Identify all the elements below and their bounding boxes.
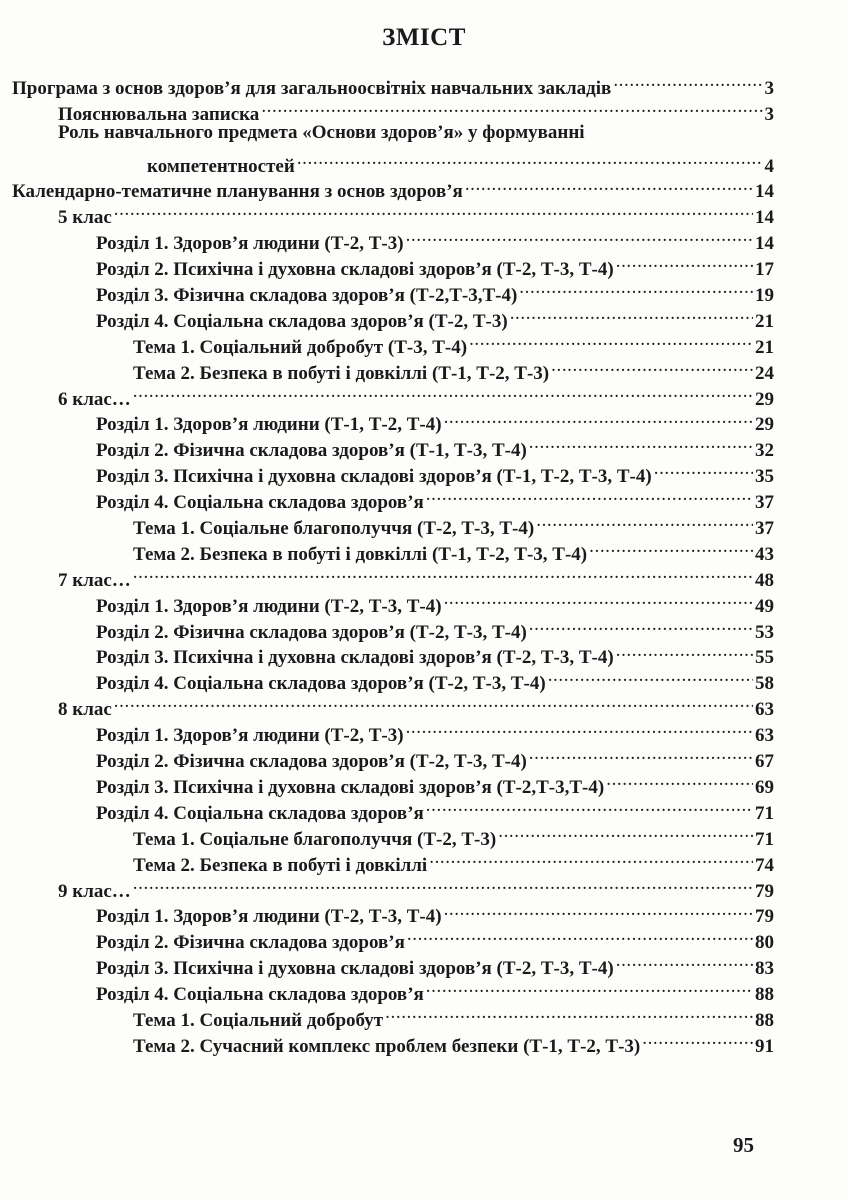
toc-entry-title: компетентностей bbox=[147, 155, 295, 177]
toc-dot-leader bbox=[616, 638, 753, 664]
toc-dot-leader bbox=[529, 430, 753, 456]
toc-dot-leader bbox=[429, 845, 753, 871]
toc-entry-page: 91 bbox=[755, 1035, 774, 1057]
toc-entry-page: 63 bbox=[755, 725, 774, 747]
toc-dot-leader bbox=[407, 922, 753, 948]
toc-entry-title: Тема 1. Соціальне благополуччя (Т-2, Т-3) bbox=[133, 828, 497, 850]
toc-entry-page: 67 bbox=[755, 751, 774, 773]
toc-entry-page: 3 bbox=[764, 77, 774, 99]
toc-entry-page: 63 bbox=[755, 699, 774, 721]
toc-entry-title: Роль навчального предмета «Основи здоров’я» у формуванні bbox=[58, 121, 585, 143]
toc-dot-leader bbox=[426, 974, 753, 1000]
toc-entry-page: 48 bbox=[755, 569, 774, 591]
toc-entry bbox=[12, 379, 774, 410]
toc-entry-page: 37 bbox=[755, 518, 774, 540]
toc-entry-title: Розділ 1. Здоров’я людини (Т-2, Т-3) bbox=[96, 725, 404, 747]
toc-entry-page: 21 bbox=[755, 336, 774, 358]
toc-entry-title: Тема 2. Сучасний комплекс проблем безпеки (Т-1, Т-2, Т-3) bbox=[133, 1035, 641, 1057]
toc-entry-title: Розділ 3. Психічна і духовна складові здоров’я (Т-2, Т-3, Т-4) bbox=[96, 958, 614, 980]
toc-title: ЗМІСТ bbox=[382, 24, 466, 51]
toc-dot-leader bbox=[529, 612, 753, 638]
toc-entry bbox=[12, 68, 774, 99]
toc-dot-leader bbox=[606, 767, 753, 793]
toc-entry-title: Розділ 2. Фізична складова здоров’я (Т-2, Т-3, Т-4) bbox=[96, 621, 527, 643]
toc-entry bbox=[12, 1026, 774, 1057]
toc-entry-page: 24 bbox=[755, 362, 774, 384]
toc-entry bbox=[12, 172, 774, 203]
toc-entry-title: Розділ 4. Соціальна складова здоров’я bbox=[96, 802, 424, 824]
toc-entry-page: 71 bbox=[755, 828, 774, 850]
toc-dot-leader bbox=[551, 353, 753, 379]
toc-dot-leader bbox=[465, 172, 753, 198]
toc-entry-page: 88 bbox=[755, 1009, 774, 1031]
toc-entry-title: Пояснювальна записка bbox=[58, 103, 260, 125]
toc-entry-title: Розділ 4. Соціальна складова здоров’я (Т-2, Т-3, Т-4) bbox=[96, 673, 546, 695]
toc-dot-leader bbox=[519, 275, 753, 301]
toc-entry-title: Розділ 4. Соціальна складова здоров’я (Т-2, Т-3) bbox=[96, 310, 508, 332]
toc-entry-page: 4 bbox=[764, 155, 774, 177]
toc-entry-title: Тема 2. Безпека в побуті і довкіллі (Т-1, Т-2, Т-3) bbox=[133, 362, 550, 384]
toc-dot-leader bbox=[114, 689, 753, 715]
toc-entry-page: 58 bbox=[755, 673, 774, 695]
toc-dot-leader bbox=[642, 1026, 753, 1052]
toc-entry-title: Розділ 1. Здоров’я людини (Т-1, Т-2, Т-4) bbox=[96, 414, 442, 436]
toc-entry-title: Розділ 3. Психічна і духовна складові здоров’я (Т-2, Т-3, Т-4) bbox=[96, 647, 614, 669]
toc-entry-page: 83 bbox=[755, 958, 774, 980]
toc-dot-leader bbox=[616, 249, 753, 275]
toc-entry bbox=[12, 146, 774, 177]
toc-dot-leader bbox=[406, 715, 753, 741]
toc-entry-page: 43 bbox=[755, 543, 774, 565]
toc-dot-leader bbox=[133, 560, 753, 586]
toc-dot-leader bbox=[426, 482, 753, 508]
toc-dot-leader bbox=[133, 871, 753, 897]
toc-entry-page: 55 bbox=[755, 647, 774, 669]
toc-entry-page: 14 bbox=[755, 181, 774, 203]
toc-entry-title: Розділ 3. Фізична складова здоров’я (Т-2,Т-3,Т-4) bbox=[96, 285, 518, 307]
toc-dot-leader bbox=[616, 948, 753, 974]
toc-entry-page: 88 bbox=[755, 984, 774, 1006]
toc-entry-title: Тема 1. Соціальний добробут bbox=[133, 1009, 384, 1031]
toc-dot-leader bbox=[536, 508, 753, 534]
toc-entry-title: 7 клас… bbox=[58, 569, 131, 591]
toc-entry-page: 79 bbox=[755, 880, 774, 902]
toc-entry bbox=[12, 871, 774, 902]
toc-entry-title: Тема 2. Безпека в побуті і довкіллі (Т-1, Т-2, Т-3, Т-4) bbox=[133, 543, 588, 565]
toc-entry-title: Тема 1. Соціальне благополуччя (Т-2, Т-3, Т-4) bbox=[133, 518, 535, 540]
toc-entry-title: Тема 1. Соціальний добробут (Т-3, Т-4) bbox=[133, 336, 468, 358]
toc-entry-title: Календарно-тематичне планування з основ здоров’я bbox=[12, 181, 463, 203]
toc-entry-page: 79 bbox=[755, 906, 774, 928]
toc-entry-title: Програма з основ здоров’я для загальноосвітніх навчальних закладів bbox=[12, 77, 612, 99]
toc-entry bbox=[12, 689, 774, 721]
toc-dot-leader bbox=[297, 146, 763, 172]
toc-entry-title: Розділ 2. Фізична складова здоров’я bbox=[96, 932, 405, 954]
toc-entry-page: 19 bbox=[755, 285, 774, 307]
toc-entry bbox=[12, 223, 774, 255]
toc-entry-title: Розділ 3. Психічна і духовна складові здоров’я (Т-2,Т-3,Т-4) bbox=[96, 776, 605, 798]
toc-entry-page: 35 bbox=[755, 466, 774, 488]
toc-dot-leader bbox=[444, 586, 753, 612]
toc-entry bbox=[12, 197, 774, 229]
toc-dot-leader bbox=[114, 197, 753, 223]
toc-entry-title: Розділ 4. Соціальна складова здоров’я bbox=[96, 984, 424, 1006]
toc-entry-page: 3 bbox=[764, 103, 774, 125]
toc-entry-page: 74 bbox=[755, 854, 774, 876]
toc-dot-leader bbox=[133, 379, 753, 405]
toc-entry-title: Розділ 3. Психічна і духовна складові здоров’я (Т-1, Т-2, Т-3, Т-4) bbox=[96, 466, 652, 488]
toc-entry-title: Розділ 2. Фізична складова здоров’я (Т-1, Т-3, Т-4) bbox=[96, 440, 527, 462]
toc-entry-page: 29 bbox=[755, 414, 774, 436]
toc-entry-page: 17 bbox=[755, 259, 774, 281]
toc-entry-page: 71 bbox=[755, 802, 774, 824]
toc-entry-title: Тема 2. Безпека в побуті і довкіллі bbox=[133, 854, 428, 876]
toc-dot-leader bbox=[498, 819, 753, 845]
toc-entry-title: Розділ 1. Здоров’я людини (Т-2, Т-3, Т-4) bbox=[96, 595, 442, 617]
toc-dot-leader bbox=[613, 68, 762, 94]
toc-entry bbox=[12, 560, 774, 591]
toc-dot-leader bbox=[469, 327, 753, 353]
toc-entry-page: 29 bbox=[755, 388, 774, 410]
toc-dot-leader bbox=[426, 793, 753, 819]
toc-entry-title: 5 клас bbox=[58, 207, 112, 229]
toc-entry-title: 8 клас bbox=[58, 699, 112, 721]
toc-dot-leader bbox=[510, 301, 753, 327]
toc-entry-title: Розділ 1. Здоров’я людини (Т-2, Т-3, Т-4) bbox=[96, 906, 442, 928]
toc-entry bbox=[12, 120, 774, 146]
toc-entry-page: 14 bbox=[755, 207, 774, 229]
toc-entry-page: 49 bbox=[755, 595, 774, 617]
toc-dot-leader bbox=[548, 663, 753, 689]
toc-entry-title: Розділ 2. Психічна і духовна складові здоров’я (Т-2, Т-3, Т-4) bbox=[96, 259, 614, 281]
page-number: 95 bbox=[733, 1133, 754, 1157]
toc-entry-title: Розділ 1. Здоров’я людини (Т-2, Т-3) bbox=[96, 233, 404, 255]
toc-entry-page: 69 bbox=[755, 776, 774, 798]
toc-entry-title: 9 клас… bbox=[58, 880, 131, 902]
toc-entry-page: 37 bbox=[755, 492, 774, 514]
table-of-contents bbox=[12, 68, 774, 1057]
toc-dot-leader bbox=[444, 405, 753, 431]
toc-dot-leader bbox=[654, 456, 753, 482]
toc-entry-title: Розділ 4. Соціальна складова здоров’я bbox=[96, 492, 424, 514]
toc-entry-page: 80 bbox=[755, 932, 774, 954]
toc-dot-leader bbox=[261, 94, 762, 120]
toc-dot-leader bbox=[529, 741, 753, 767]
toc-entry-title: Розділ 2. Фізична складова здоров’я (Т-2, Т-3, Т-4) bbox=[96, 751, 527, 773]
toc-entry-page: 21 bbox=[755, 310, 774, 332]
toc-dot-leader bbox=[444, 897, 753, 923]
toc-dot-leader bbox=[385, 1000, 753, 1026]
toc-entry-page: 53 bbox=[755, 621, 774, 643]
toc-entry bbox=[12, 715, 774, 747]
toc-entry-page: 32 bbox=[755, 440, 774, 462]
toc-entry-page: 14 bbox=[755, 233, 774, 255]
toc-dot-leader bbox=[589, 534, 753, 560]
toc-dot-leader bbox=[406, 223, 753, 249]
toc-entry-title: 6 клас… bbox=[58, 388, 131, 410]
